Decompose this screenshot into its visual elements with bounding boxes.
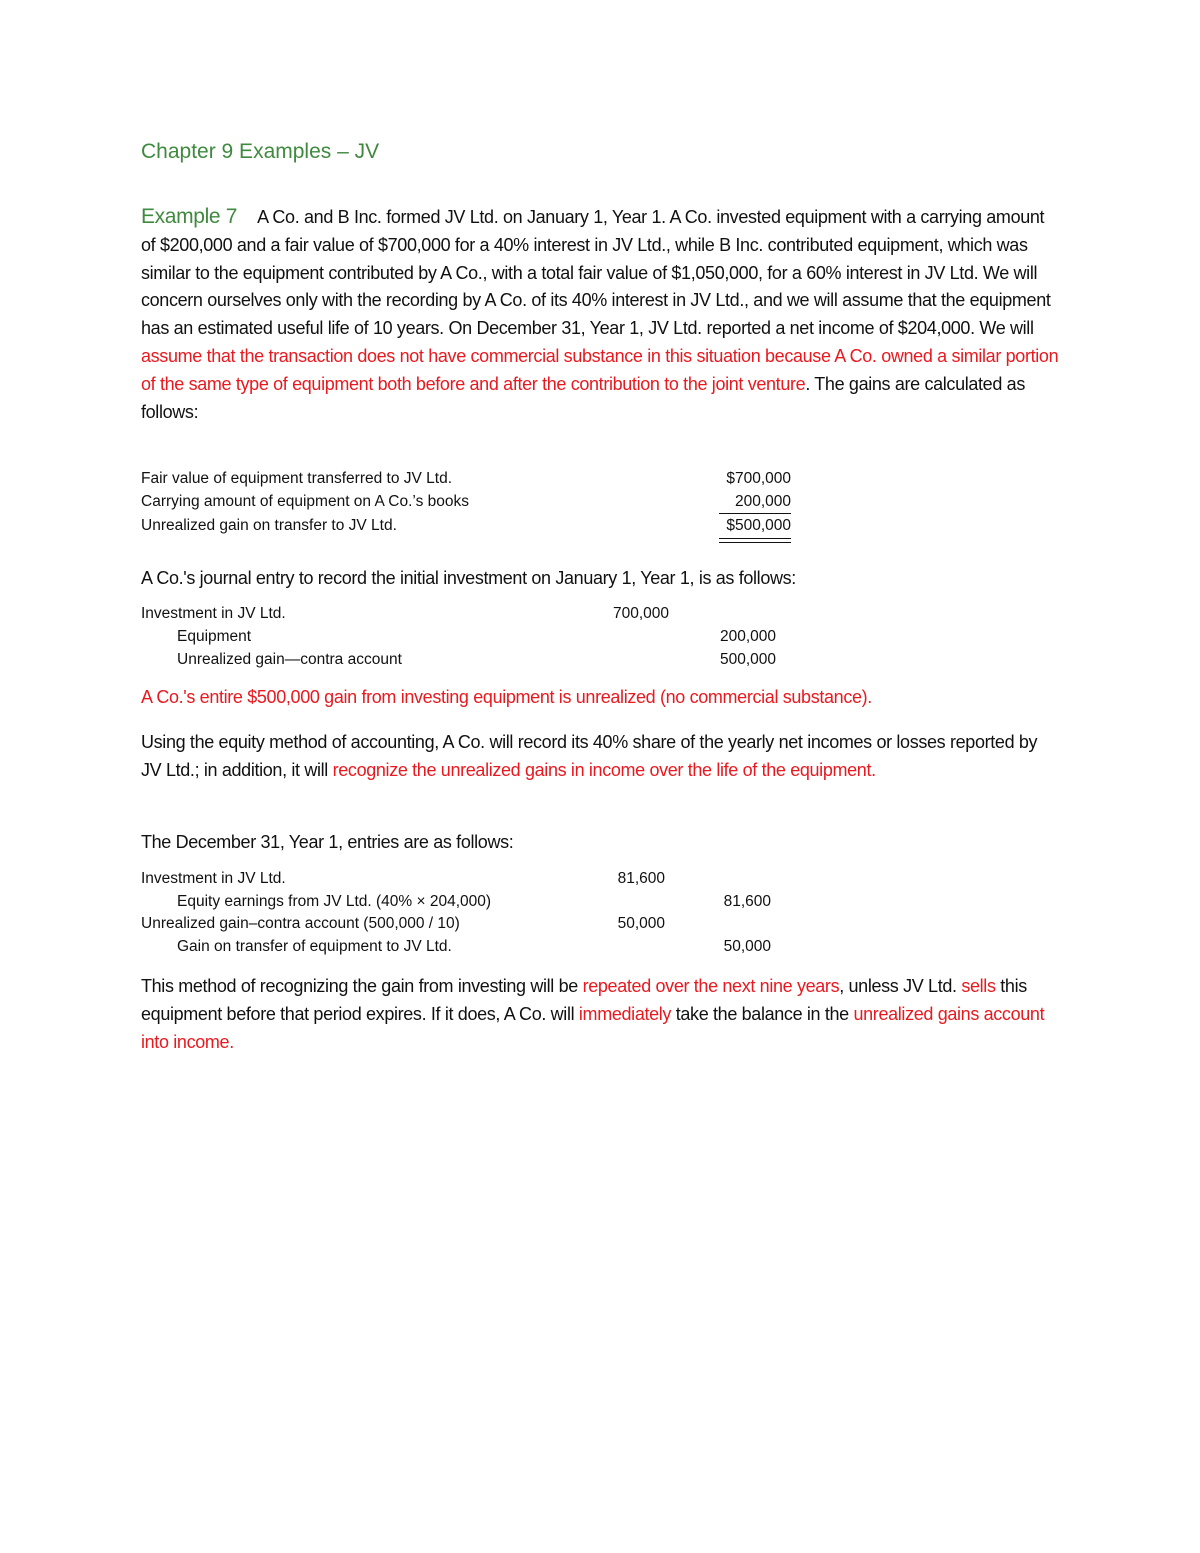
journal-row: [141, 913, 801, 935]
example-highlight: assume that the transaction does not have commercial substance in this situation because A Co. owned a similar portion of the same type of equipment both before and after the contribution to the joint venture: [141, 345, 1059, 394]
journal-row: [141, 868, 801, 890]
recognition-highlight: unrealized gains account into income.: [141, 1003, 1045, 1052]
credit-amount: 200,000: [719, 628, 776, 645]
equity-method-text: Using the equity method of accounting, A Co. will record its 40% share of the yearly net incomes or losses reported by JV Ltd.; in addition, it will: [141, 732, 1038, 780]
credit-amount: 500,000: [719, 651, 776, 668]
account-name: Equity earnings from JV Ltd. (40% × 204,000): [177, 893, 492, 910]
account-name: Equipment: [177, 628, 252, 645]
journal-intro: A Co.'s journal entry to record the initial investment on January 1, Year 1, is as follows:: [141, 568, 796, 588]
recognition-text: , unless JV Ltd.: [839, 976, 962, 996]
total-double-rule: [719, 538, 791, 543]
recognition-text: take the balance in the: [671, 1003, 854, 1024]
journal-row: [141, 891, 801, 913]
equity-method-paragraph: [141, 729, 1061, 785]
row-amount: $500,000: [726, 517, 791, 534]
recognition-highlight: repeated over the next nine years: [582, 976, 840, 996]
account-name: Investment in JV Ltd.: [141, 605, 286, 622]
table-row: [141, 515, 801, 537]
account-name: Unrealized gain–contra account (500,000 / 10): [141, 915, 460, 932]
account-name: Gain on transfer of equipment to JV Ltd.: [177, 938, 452, 955]
unrealized-note: A Co.'s entire $500,000 gain from investing equipment is unrealized (no commercial substance).: [141, 687, 872, 707]
debit-amount: 50,000: [617, 915, 665, 932]
table-row: [141, 491, 801, 513]
row-label: Fair value of equipment transferred to JV Ltd.: [141, 470, 453, 487]
journal-row: [141, 936, 801, 958]
recognition-paragraph: [141, 973, 1061, 1056]
example-paragraph: [141, 203, 1061, 426]
journal-row: [141, 626, 801, 648]
recognition-highlight: sells: [961, 976, 996, 996]
example-label: Example 7: [141, 205, 238, 228]
example-text-tail: . The gains are calculated as follows:: [141, 373, 1025, 422]
recognition-highlight: immediately: [578, 1003, 672, 1024]
example-text: A Co. and B Inc. formed JV Ltd. on January 1, Year 1. A Co. invested equipment with a carrying amount of $200,000 and a fair value of $700,000 for a 40% interest in JV Ltd., while B Inc. contributed equipment, which was similar to the equipment contributed by A Co., with a total fair value of $1,050,000, for a 60% interest in JV Ltd. We will concern ourselves only with the recording by A Co. of its 40% interest in JV Ltd., and we will assume that the equipment has an estimated useful life of 10 years. On December 31, Year 1, JV Ltd. reported a net income of $204,000. We will: [141, 207, 1051, 339]
row-amount: $700,000: [726, 470, 791, 487]
equity-method-highlight: recognize the unrealized gains in income over the life of the equipment.: [332, 759, 876, 780]
chapter-heading: Chapter 9 Examples – JV: [141, 140, 380, 163]
recognition-text: This method of recognizing the gain from investing will be: [141, 976, 583, 996]
credit-amount: 50,000: [723, 938, 771, 955]
row-amount: 200,000: [734, 493, 791, 510]
table-row: [141, 468, 801, 490]
account-name: Unrealized gain—contra account: [177, 651, 402, 668]
year-end-intro: The December 31, Year 1, entries are as follows:: [141, 832, 514, 852]
debit-amount: 81,600: [617, 870, 665, 887]
row-label: Unrealized gain on transfer to JV Ltd.: [141, 517, 397, 534]
account-name: Investment in JV Ltd.: [141, 870, 286, 887]
row-label: Carrying amount of equipment on A Co.’s books: [141, 493, 469, 510]
subtotal-rule: [719, 513, 791, 514]
recognition-text: this equipment before that period expires. If it does, A Co. will: [141, 976, 1027, 1024]
debit-amount: 700,000: [612, 605, 669, 622]
journal-row: [141, 649, 801, 671]
journal-row: [141, 603, 801, 625]
credit-amount: 81,600: [723, 893, 771, 910]
